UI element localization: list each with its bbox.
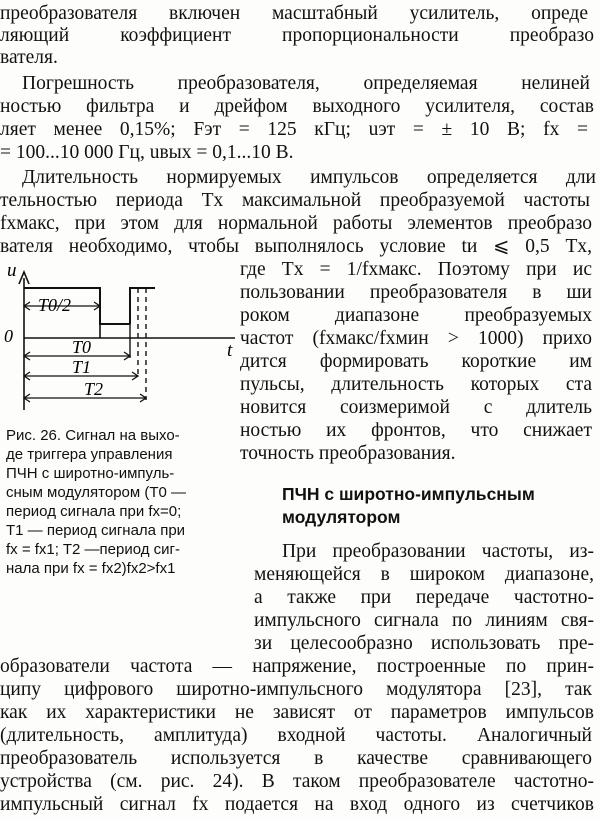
t0-label: T0 <box>72 337 92 357</box>
text-line: частот (fxмакс/fxмин > 1000) прихо <box>240 328 592 349</box>
caption-line: сным модулятором (T0 — <box>6 484 187 501</box>
section-heading: модулятором <box>282 507 401 527</box>
text-line: ностью их фронтов, что снижает <box>240 420 592 441</box>
text-line: импульсного сигнала по линиям свя- <box>254 610 594 631</box>
text-line: новится соизмеримой с длитель <box>240 397 592 418</box>
text-line: устройства (см. рис. 24). В таком преобразователе частотно- <box>0 771 594 792</box>
caption-line: ПЧН с широтно-импуль- <box>6 465 175 482</box>
text-line: как их характеристики не зависят от параметров импульсов <box>0 702 594 723</box>
text-line: fxмакс, при этом для нормальной работы элементов преобразо <box>0 213 592 234</box>
t2-label: T2 <box>84 379 104 399</box>
text-line: импульсный сигнал fx подается на вход одного из счетчиков <box>0 794 594 815</box>
text-line: пульсы, длительность которых ста <box>240 374 592 395</box>
text-line: где Tx = 1/fxмакс. Поэтому при ис <box>240 259 592 280</box>
caption-line: де триггера управления <box>6 446 173 463</box>
t0-half-label: T0/2 <box>38 295 72 315</box>
text-line: зи целесообразно использовать пре- <box>254 633 594 654</box>
caption-line: fx = fx1; T2 —период сиг- <box>6 541 180 558</box>
text-line: вателя необходимо, чтобы выполнялось условие tи ⩽ 0,5 Tx, <box>0 236 592 257</box>
text-line: вателя. <box>0 47 58 68</box>
text-line: меняющейся в широком диапазоне, <box>254 564 594 585</box>
text-line: преобразователь используется в качестве сравнивающего <box>0 748 592 769</box>
text-line: ципу цифрового широтно-импульсного модулятора [23], так <box>0 679 592 700</box>
t1-label: T1 <box>72 357 92 377</box>
text-line: Длительность нормируемых импульсов определяется дли <box>22 167 596 188</box>
t-axis-label: t <box>227 340 233 361</box>
text-line: ляет менее 0,15%; Fэт = 125 кГц; uэт = ± 10 В; fx = <box>0 119 588 140</box>
text-line: пользовании преобразователя в ши <box>240 282 592 303</box>
text-line: а также при передаче частотно- <box>254 587 594 608</box>
pulse-rise <box>130 288 155 324</box>
section-heading: ПЧН с широтно-импульсным <box>282 484 535 504</box>
text-line: ностью фильтра и дрейфом выходного усилителя, состав <box>0 96 594 117</box>
text-line: дится формировать короткие им <box>240 351 592 372</box>
text-line: преобразователя включен масштабный усилитель, опреде <box>0 3 588 24</box>
text-line: точность преобразования. <box>240 443 456 464</box>
text-line: = 100...10 000 Гц, uвых = 0,1...10 В. <box>0 142 294 163</box>
signal-timing-diagram <box>0 250 240 420</box>
caption-line: нала при fx = fx2)fx2>fx1 <box>6 560 176 577</box>
text-line: роком диапазоне преобразуемых <box>240 305 592 326</box>
text-line: При преобразовании частоты, из- <box>282 541 594 562</box>
caption-line: T1 — период сигнала при <box>6 522 186 539</box>
text-line: (длительность, амплитуда) входной частоты. Аналогичный <box>0 725 592 746</box>
text-line: тельностью периода Tx максимальной преобразуемой частоты <box>0 190 590 211</box>
u-axis-label: u <box>7 260 17 281</box>
caption-line: Рис. 26. Сигнал на выхо- <box>6 427 180 444</box>
text-line: Погрешность преобразователя, определяемая нелиней <box>22 73 590 94</box>
text-line: ляющий коэффициент пропорциональности преобразо <box>0 25 594 46</box>
text-line: образователи частота — напряжение, построенные по прин- <box>0 656 594 677</box>
figure-caption <box>6 426 248 578</box>
caption-line: период сигнала при fx=0; <box>6 503 182 520</box>
origin-label: 0 <box>4 326 13 346</box>
